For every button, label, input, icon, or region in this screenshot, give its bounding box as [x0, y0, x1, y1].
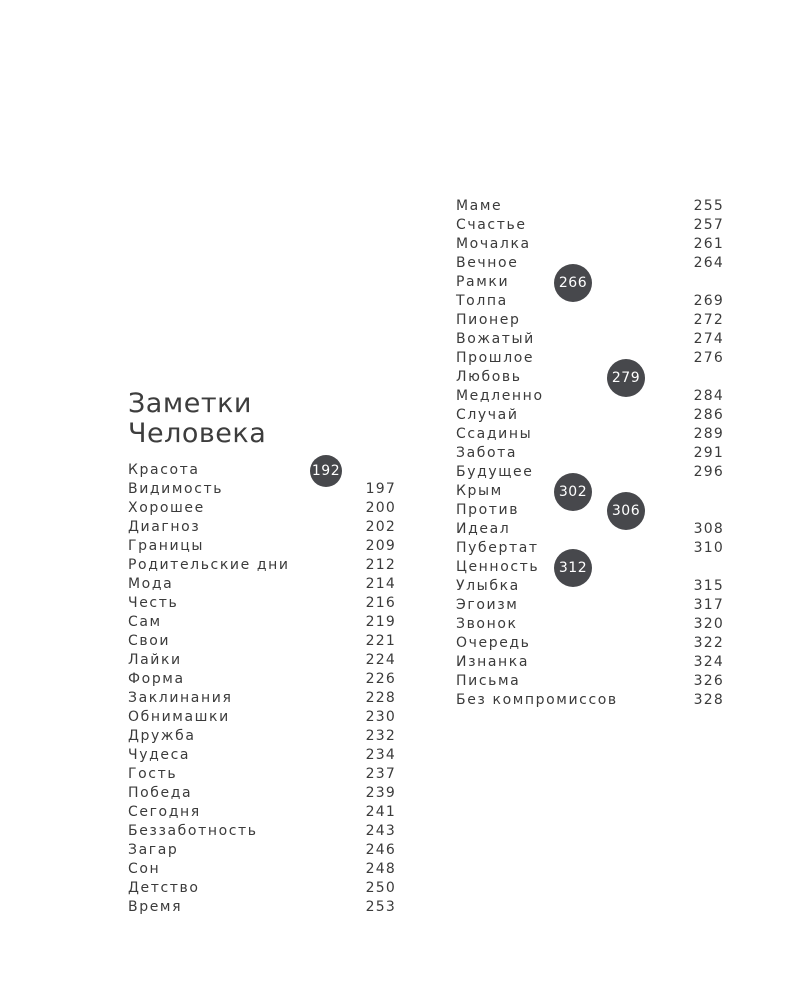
toc-entry-title: Улыбка: [456, 578, 520, 594]
toc-entry[interactable]: [128, 575, 396, 594]
toc-entry[interactable]: [456, 425, 724, 444]
toc-entry[interactable]: [128, 765, 396, 784]
page-number: 328: [693, 692, 724, 708]
page-number: 248: [365, 861, 396, 877]
toc-entry-title: Честь: [128, 595, 179, 611]
page-number: 226: [365, 671, 396, 687]
toc-entry-title: Любовь: [456, 369, 522, 385]
toc-entry-title: Беззаботность: [128, 823, 258, 839]
toc-entry-title: Медленно: [456, 388, 544, 404]
page-number: 221: [365, 633, 396, 649]
toc-entry-title: Вожатый: [456, 331, 535, 347]
page-number: 214: [365, 576, 396, 592]
toc-entry[interactable]: [456, 558, 724, 577]
page-number: 219: [365, 614, 396, 630]
page-number: 230: [365, 709, 396, 725]
highlighted-page-number: 192: [310, 455, 342, 487]
page-number: 289: [693, 426, 724, 442]
toc-entry-title: Маме: [456, 198, 503, 214]
toc-entry[interactable]: [128, 594, 396, 613]
page-number: 310: [693, 540, 724, 556]
page-number: 322: [693, 635, 724, 651]
toc-entry-title: Диагноз: [128, 519, 201, 535]
page-number: 261: [693, 236, 724, 252]
toc-entry-title: Заклинания: [128, 690, 233, 706]
page-number: 317: [693, 597, 724, 613]
toc-entry[interactable]: [456, 501, 724, 520]
toc-entry[interactable]: [456, 387, 724, 406]
page-number: 239: [365, 785, 396, 801]
table-of-contents-left: [128, 461, 396, 917]
highlighted-page-number: 306: [607, 492, 645, 530]
toc-entry-title: Детство: [128, 880, 200, 896]
toc-entry-title: Загар: [128, 842, 179, 858]
page-number: 243: [365, 823, 396, 839]
page-number: 269: [693, 293, 724, 309]
page-number: 241: [365, 804, 396, 820]
toc-entry-title: Вечное: [456, 255, 519, 271]
toc-entry[interactable]: [128, 518, 396, 537]
toc-entry[interactable]: [128, 879, 396, 898]
page-number: 291: [693, 445, 724, 461]
page-number: 286: [693, 407, 724, 423]
toc-entry[interactable]: [128, 613, 396, 632]
page-number: 209: [365, 538, 396, 554]
toc-entry[interactable]: [128, 898, 396, 917]
toc-entry-title: Письма: [456, 673, 521, 689]
toc-entry[interactable]: [128, 651, 396, 670]
toc-entry[interactable]: [128, 480, 396, 499]
page-number: 253: [365, 899, 396, 915]
toc-entry[interactable]: [128, 708, 396, 727]
toc-entry-title: Будущее: [456, 464, 534, 480]
page-number: 237: [365, 766, 396, 782]
toc-entry-title: Счастье: [456, 217, 527, 233]
toc-entry[interactable]: [128, 727, 396, 746]
toc-entry-title: Гость: [128, 766, 178, 782]
page-number: 232: [365, 728, 396, 744]
section-title-line-2: Человека: [128, 418, 267, 449]
page-number: 272: [693, 312, 724, 328]
toc-entry[interactable]: [456, 577, 724, 596]
toc-entry-title: Красота: [128, 462, 200, 478]
toc-entry[interactable]: [456, 273, 724, 292]
toc-entry-title: Чудеса: [128, 747, 191, 763]
toc-entry-title: Время: [128, 899, 183, 915]
toc-entry-title: Победа: [128, 785, 193, 801]
toc-entry[interactable]: [128, 746, 396, 765]
page-number: 228: [365, 690, 396, 706]
toc-entry-title: Форма: [128, 671, 185, 687]
toc-entry[interactable]: [456, 596, 724, 615]
toc-entry-title: Изнанка: [456, 654, 530, 670]
toc-entry[interactable]: [456, 539, 724, 558]
toc-entry-title: Свои: [128, 633, 171, 649]
page-number: 276: [693, 350, 724, 366]
page-number: 224: [365, 652, 396, 668]
toc-entry-title: Пубертат: [456, 540, 539, 556]
page-number: 212: [365, 557, 396, 573]
toc-entry-title: Случай: [456, 407, 519, 423]
toc-entry-title: Крым: [456, 483, 503, 499]
toc-entry[interactable]: [456, 615, 724, 634]
toc-entry[interactable]: [128, 860, 396, 879]
toc-entry-title: Ценность: [456, 559, 540, 575]
toc-entry[interactable]: [128, 556, 396, 575]
toc-entry-title: Очередь: [456, 635, 531, 651]
page-number: 296: [693, 464, 724, 480]
toc-entry[interactable]: [456, 634, 724, 653]
toc-entry[interactable]: [456, 406, 724, 425]
page-number: 257: [693, 217, 724, 233]
page-number: 326: [693, 673, 724, 689]
toc-entry[interactable]: [456, 463, 724, 482]
toc-entry-title: Прошлое: [456, 350, 535, 366]
page-number: 315: [693, 578, 724, 594]
toc-entry[interactable]: [456, 368, 724, 387]
toc-entry[interactable]: [128, 632, 396, 651]
toc-entry-title: Мода: [128, 576, 174, 592]
toc-entry[interactable]: [128, 499, 396, 518]
toc-entry-title: Забота: [456, 445, 518, 461]
toc-entry-title: Мочалка: [456, 236, 531, 252]
toc-entry-title: Сон: [128, 861, 161, 877]
highlighted-page-number: 302: [554, 473, 592, 511]
section-title-line-1: Заметки: [128, 388, 252, 419]
page-number: 250: [365, 880, 396, 896]
toc-entry[interactable]: [456, 254, 724, 273]
page-number: 197: [365, 481, 396, 497]
toc-entry-title: Идеал: [456, 521, 511, 537]
toc-entry[interactable]: [128, 670, 396, 689]
highlighted-page-number: 279: [607, 359, 645, 397]
page-number: 246: [365, 842, 396, 858]
page-number: 274: [693, 331, 724, 347]
toc-entry[interactable]: [456, 672, 724, 691]
toc-entry[interactable]: [456, 311, 724, 330]
page-number: 320: [693, 616, 724, 632]
highlighted-page-number: 266: [554, 264, 592, 302]
toc-entry-title: Дружба: [128, 728, 196, 744]
page-number: 324: [693, 654, 724, 670]
toc-entry-title: Рамки: [456, 274, 510, 290]
toc-entry-title: Хорошее: [128, 500, 205, 516]
toc-entry-title: Звонок: [456, 616, 518, 632]
toc-entry-title: Сам: [128, 614, 162, 630]
page-number: 234: [365, 747, 396, 763]
toc-entry-title: Обнимашки: [128, 709, 230, 725]
toc-entry-title: Родительские дни: [128, 557, 290, 573]
page-number: 216: [365, 595, 396, 611]
toc-entry[interactable]: [128, 803, 396, 822]
page-number: 308: [693, 521, 724, 537]
toc-entry-title: Против: [456, 502, 520, 518]
page-number: 255: [693, 198, 724, 214]
section-title: [128, 389, 266, 449]
toc-entry-title: Видимость: [128, 481, 224, 497]
toc-entry[interactable]: [456, 691, 724, 710]
toc-entry[interactable]: [456, 444, 724, 463]
toc-entry[interactable]: [456, 235, 724, 254]
page-number: 264: [693, 255, 724, 271]
toc-entry[interactable]: [456, 653, 724, 672]
toc-entry[interactable]: [456, 197, 724, 216]
toc-entry-title: Пионер: [456, 312, 521, 328]
toc-entry[interactable]: [128, 784, 396, 803]
page-number: 200: [365, 500, 396, 516]
table-of-contents-right: [456, 197, 724, 710]
toc-entry-title: Сегодня: [128, 804, 201, 820]
toc-entry[interactable]: [128, 689, 396, 708]
toc-entry-title: Толпа: [456, 293, 508, 309]
toc-entry[interactable]: [128, 537, 396, 556]
toc-entry[interactable]: [456, 330, 724, 349]
page-number: 284: [693, 388, 724, 404]
toc-entry[interactable]: [456, 482, 724, 501]
toc-entry-title: Эгоизм: [456, 597, 519, 613]
toc-entry[interactable]: [456, 292, 724, 311]
page-number: 202: [365, 519, 396, 535]
toc-entry[interactable]: [456, 349, 724, 368]
toc-entry[interactable]: [456, 520, 724, 539]
toc-entry[interactable]: [128, 822, 396, 841]
toc-entry[interactable]: [456, 216, 724, 235]
toc-entry-title: Без компромиссов: [456, 692, 618, 708]
toc-entry-title: Лайки: [128, 652, 182, 668]
toc-entry[interactable]: [128, 841, 396, 860]
toc-entry[interactable]: [128, 461, 396, 480]
toc-entry-title: Ссадины: [456, 426, 533, 442]
toc-entry-title: Границы: [128, 538, 205, 554]
highlighted-page-number: 312: [554, 549, 592, 587]
